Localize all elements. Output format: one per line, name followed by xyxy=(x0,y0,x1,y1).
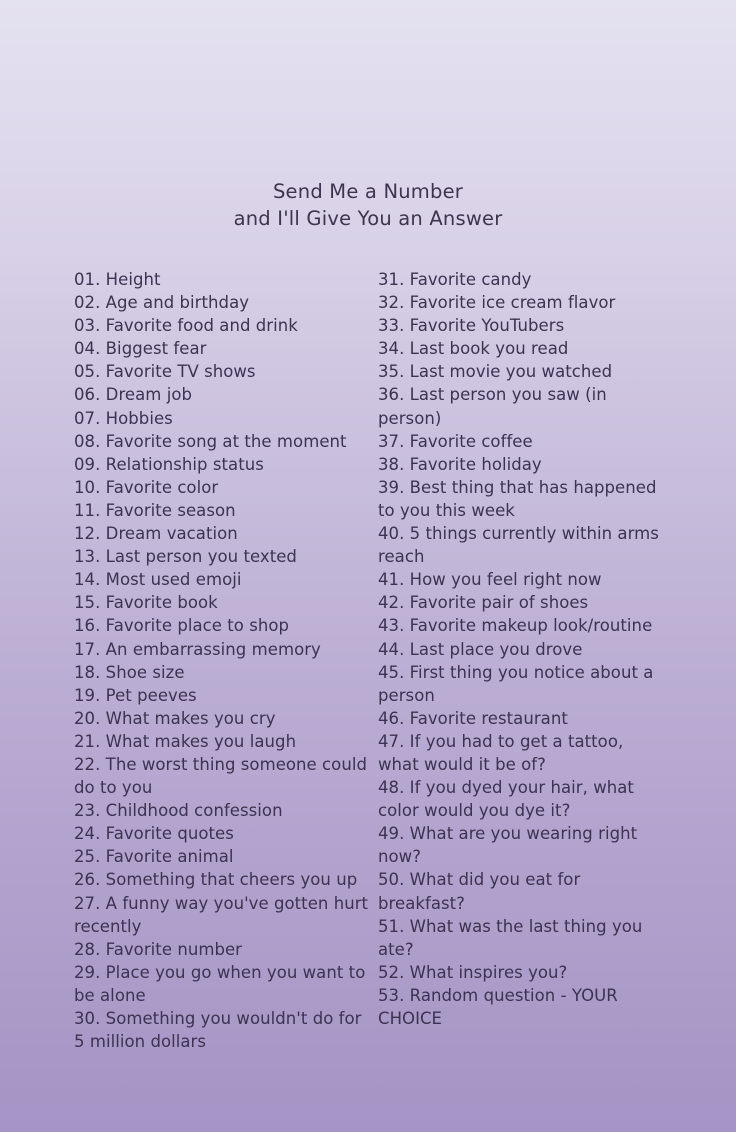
list-item: 46. Favorite restaurant xyxy=(378,708,568,728)
question-column-right xyxy=(378,268,668,1030)
list-item: 22. The worst thing someone could do to you xyxy=(74,754,367,798)
list-item: 19. Pet peeves xyxy=(74,685,197,705)
list-item: 15. Favorite book xyxy=(74,593,218,613)
list-item: 40. 5 things currently within arms reach xyxy=(378,524,659,567)
list-item: 07. Hobbies xyxy=(74,408,173,428)
list-item: 30. Something you wouldn't do for 5 million dollars xyxy=(74,1009,362,1052)
list-item: 36. Last person you saw (in person) xyxy=(378,385,607,428)
list-item: 23. Childhood confession xyxy=(74,801,283,821)
list-item: 45. First thing you notice about a person xyxy=(378,662,654,705)
list-item: 12. Dream vacation xyxy=(74,524,238,544)
list-item: 41. How you feel right now xyxy=(378,570,602,590)
list-item: 09. Relationship status xyxy=(74,454,264,474)
page-title xyxy=(0,178,736,232)
list-item: 13. Last person you texted xyxy=(74,547,297,567)
list-item: 02. Age and birthday xyxy=(74,293,250,313)
list-item: 27. A funny way you've gotten hurt recently xyxy=(74,893,369,936)
list-item: 34. Last book you read xyxy=(378,339,569,359)
list-item: 16. Favorite place to shop xyxy=(74,616,290,636)
list-item: 48. If you dyed your hair, what color would you dye it? xyxy=(378,778,634,821)
list-item: 33. Favorite YouTubers xyxy=(378,316,565,336)
list-item: 39. Best thing that has happened to you this week xyxy=(378,477,657,520)
list-item: 25. Favorite animal xyxy=(74,847,234,867)
list-item: 20. What makes you cry xyxy=(74,708,276,728)
list-item: 35. Last movie you watched xyxy=(378,362,613,382)
list-item: 32. Favorite ice cream flavor xyxy=(378,293,616,313)
list-item: 04. Biggest fear xyxy=(74,339,207,359)
list-item: 06. Dream job xyxy=(74,385,192,405)
list-item: 24. Favorite quotes xyxy=(74,824,234,844)
list-item: 52. What inspires you? xyxy=(378,962,568,982)
list-item: 43. Favorite makeup look/routine xyxy=(378,616,653,636)
question-column-left xyxy=(74,268,374,1053)
list-item: 05. Favorite TV shows xyxy=(74,362,256,382)
list-item: 26. Something that cheers you up xyxy=(74,870,358,890)
list-item: 28. Favorite number xyxy=(74,939,243,959)
title-line-2: and I'll Give You an Answer xyxy=(233,207,503,230)
list-item: 47. If you had to get a tattoo, what would it be of? xyxy=(378,731,624,774)
list-item: 18. Shoe size xyxy=(74,662,185,682)
list-item: 50. What did you eat for breakfast? xyxy=(378,870,581,913)
list-item: 21. What makes you laugh xyxy=(74,731,297,751)
list-item: 37. Favorite coffee xyxy=(378,431,533,451)
title-line-1: Send Me a Number xyxy=(272,180,463,203)
list-item: 42. Favorite pair of shoes xyxy=(378,593,589,613)
list-item: 10. Favorite color xyxy=(74,477,219,497)
question-columns xyxy=(0,268,736,1053)
list-item: 01. Height xyxy=(74,270,161,289)
list-item: 03. Favorite food and drink xyxy=(74,316,298,336)
list-item: 29. Place you go when you want to be alone xyxy=(74,962,366,1005)
list-item: 11. Favorite season xyxy=(74,500,236,520)
list-item: 31. Favorite candy xyxy=(378,270,532,289)
list-item: 08. Favorite song at the moment xyxy=(74,431,347,451)
list-item: 14. Most used emoji xyxy=(74,570,242,590)
list-item: 51. What was the last thing you ate? xyxy=(378,916,643,959)
list-item: 38. Favorite holiday xyxy=(378,454,542,474)
list-item: 17. An embarrassing memory xyxy=(74,639,321,659)
list-item: 53. Random question - YOUR CHOICE xyxy=(378,985,618,1028)
list-item: 49. What are you wearing right now? xyxy=(378,824,638,867)
list-item: 44. Last place you drove xyxy=(378,639,583,659)
